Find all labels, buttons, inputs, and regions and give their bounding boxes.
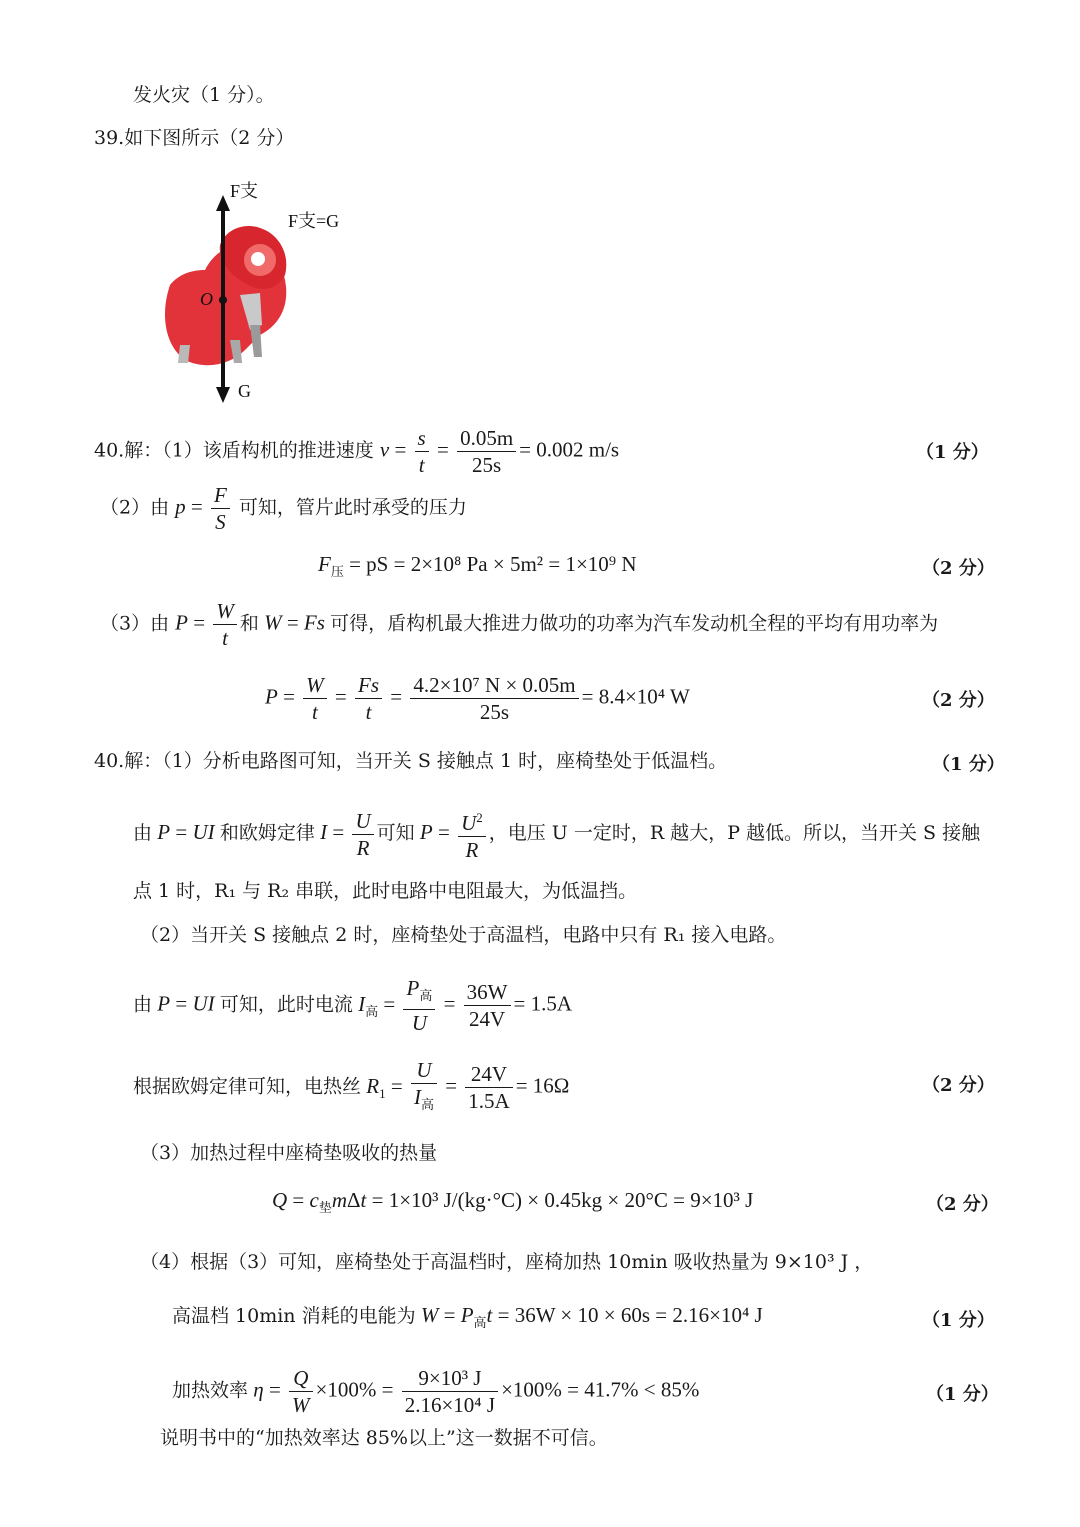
- q40b-line1: 40.解：（1）分析电路图可知，当开关 S 接触点 1 时，座椅垫处于低温档。: [94, 750, 728, 772]
- efficiency-fraction: $\frac{\text{9×10³ J}}{\text{2.16×10⁴ J}}$: [402, 1365, 498, 1418]
- q40a-line1: 40.解：（1）该盾构机的推进速度 v = $\frac{s}{t}$ = $\frac{0.05m}{25s}$ = 0.002 m/s: [94, 426, 620, 477]
- label-pivot: O: [200, 289, 213, 309]
- q40b-line5: 由 P = UI 可知，此时电流 $I_高$ = $\frac{P_高}{U}$ = $\frac{36W}{24V}$ = 1.5A: [133, 976, 573, 1036]
- q40b-line7: （3）加热过程中座椅垫吸收的热量: [140, 1142, 438, 1164]
- score-40a-1: （1 分）: [916, 442, 989, 463]
- score-40b-4: （1 分）: [922, 1310, 995, 1331]
- velocity-fraction: $\frac{0.05m}{25s}$: [457, 425, 516, 478]
- score-40b-5: （1 分）: [926, 1384, 999, 1405]
- text-line-fire: 发火灾（1 分）。: [133, 84, 275, 106]
- q39-heading: 39.如下图所示（2 分）: [94, 127, 295, 149]
- q40b-line4: （2）当开关 S 接触点 2 时，座椅垫处于高温档，电路中只有 R₁ 接入电路。: [140, 924, 787, 946]
- q40b-line9: 高温档 10min 消耗的电能为 $W = P_高t = 36W \times 10 \times 60s = 2.16\times 10^4$ J: [172, 1303, 763, 1331]
- label-force-relation: F支=G: [288, 211, 340, 231]
- score-40b-1: （1 分）: [932, 754, 1005, 775]
- score-40b-3: （2 分）: [926, 1194, 999, 1215]
- lion-body: [165, 226, 286, 365]
- q40a-line3: （3）由 P = $\frac{W}{t}$ 和 W = Fs 可得，盾构机最大推进力做功的功率为汽车发动机全程的平均有用功率为: [100, 599, 939, 650]
- q40b-line2: 由 P = UI 和欧姆定律 I = $\frac{U}{R}$ 可知 P = $\frac{U^2}{R}$ ，电压 U 一定时，R 越大，P 越低。所以，当开关 S 接触: [133, 805, 980, 863]
- power-equation: P = $\frac{W}{t}$ = $\frac{Fs}{t}$ = $\frac{\text{4.2×10⁷ N × 0.05m}}{25s}$ = 8.4×10⁴ W: [265, 673, 690, 724]
- current-fraction: $\frac{36W}{24V}$: [464, 979, 511, 1032]
- score-40a-3: （2 分）: [922, 690, 995, 711]
- score-40b-2: （2 分）: [922, 1075, 995, 1096]
- label-support-force: F支: [230, 181, 259, 201]
- q39-force-diagram: [150, 175, 360, 410]
- q40b-line8: （4）根据（3）可知，座椅垫处于高温档时，座椅加热 10min 吸收热量为 9×10³ J ，: [140, 1251, 874, 1273]
- lion-figure-svg: [150, 175, 360, 410]
- pressure-force-equation: $F_压$ = pS = 2×10⁸ Pa × 5m² = 1×10⁹ N: [318, 552, 637, 580]
- q40a-line2: （2）由 p = $\frac{F}{S}$ 可知，管片此时承受的压力: [100, 483, 467, 534]
- label-gravity: G: [238, 381, 251, 401]
- q40b-line6: 根据欧姆定律可知，电热丝 $R_1$ = $\frac{U}{I_高}$ = $\frac{24V}{1.5A}$ = 16Ω: [133, 1058, 570, 1114]
- gravity-arrow-head: [216, 387, 230, 403]
- pivot-point: [219, 296, 227, 304]
- q40b-line3: 点 1 时，R₁ 与 R₂ 串联，此时电路中电阻最大，为低温挡。: [133, 880, 638, 902]
- resistance-fraction: $\frac{24V}{1.5A}$: [465, 1061, 512, 1114]
- power-fraction: $\frac{\text{4.2×10⁷ N × 0.05m}}{25s}$: [410, 672, 578, 725]
- score-40a-2: （2 分）: [922, 558, 995, 579]
- q40b-line10: 加热效率 η = $\frac{Q}{W}$ ×100% = $\frac{\text{9×10³ J}}{\text{2.16×10⁴ J}}$ ×100% = 41.7% < 85%: [172, 1366, 700, 1417]
- heat-equation: $Q = c_垫m\Delta t = 1\times 10^3$ J/(kg·°C) × 0.45kg × 20°C = 9×10³ J: [272, 1188, 754, 1216]
- support-arrow-head: [216, 195, 230, 211]
- q40b-conclusion: 说明书中的“加热效率达 85%以上”这一数据不可信。: [160, 1427, 608, 1449]
